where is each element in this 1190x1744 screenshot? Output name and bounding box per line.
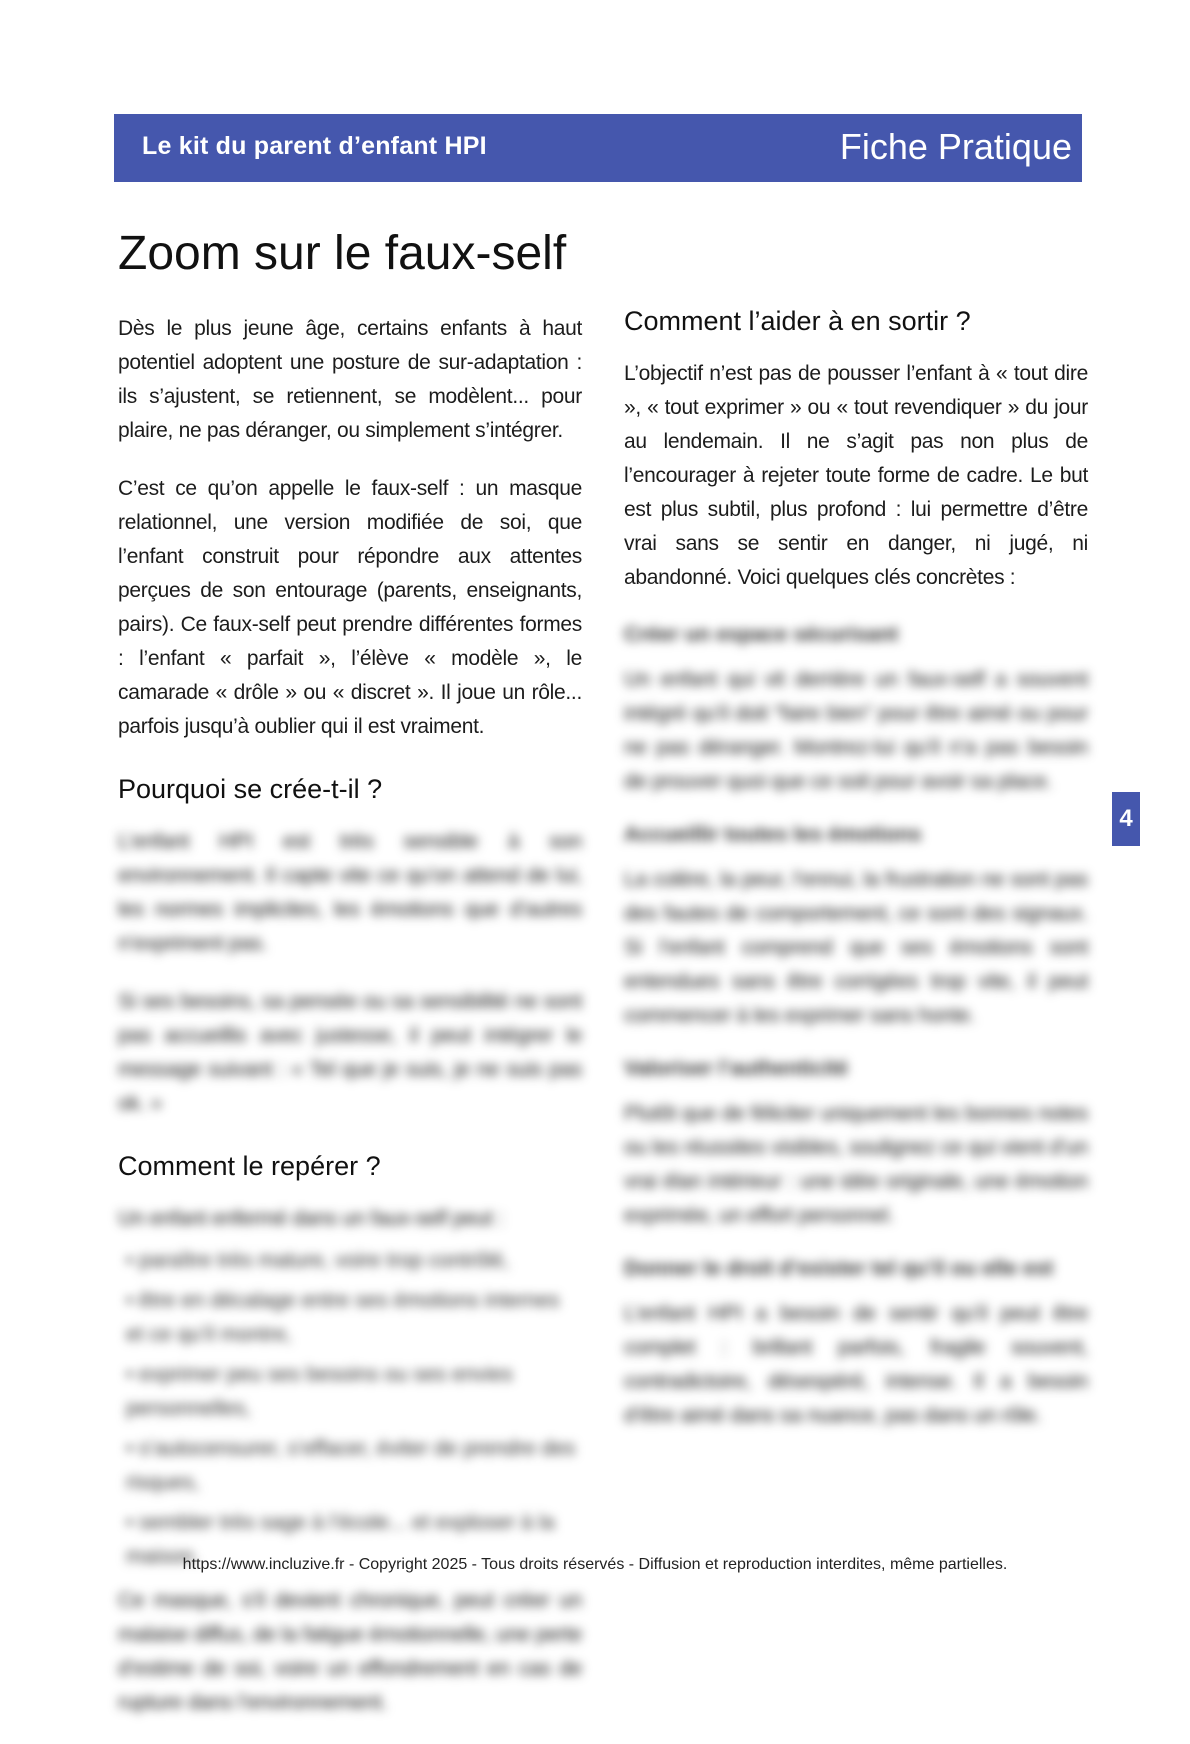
spot-intro: Un enfant enfermé dans un faux-self peut :	[118, 1207, 504, 1230]
help-heading: Comment l’aider à en sortir ?	[624, 306, 971, 336]
page-header	[114, 114, 1082, 182]
help-keys-blurred	[624, 623, 1088, 1433]
header-kit-title: Le kit du parent d’enfant HPI	[142, 132, 487, 160]
key-3-text: Plutôt que de féliciter uniquement les bonnes notes ou les réussites visibles, soulignez ce qui vient d’un vrai élan intérieur : une idée originale, une émotion exprimée, un effort personnel.	[624, 1102, 1088, 1227]
spot-conclusion: Ce masque, s’il devient chronique, peut créer un malaise diffus, de la fatigue émotionnelle, une perte d’estime de soi, voire un effondrement en cas de rupture dans l’environnement.	[118, 1589, 582, 1714]
why-paragraph-1: L’enfant HPI est très sensible à son environnement. Il capte vite ce qu’on attend de lui, les normes implicites, les émotions que d’autres n’expriment pas.	[118, 830, 582, 955]
key-4-text: L’enfant HPI a besoin de sentir qu’il peut être complet : brillant parfois, fragile souvent, contradictoire, désespéré, intense. Il a besoin d’être aimé dans sa nuance, pas dans un rôle.	[624, 1302, 1088, 1427]
list-item: • sembler très sage à l’école... et exploser à la maison.	[126, 1511, 555, 1568]
page-number-tab: 4	[1112, 792, 1140, 846]
left-column	[118, 312, 582, 1744]
list-item: • s’autocensurer, s’effacer, éviter de prendre des risques,	[126, 1437, 576, 1494]
spot-section-blurred	[118, 1202, 582, 1720]
key-2-title: Accueillir toutes les émotions	[624, 823, 922, 846]
right-column	[624, 306, 1088, 1457]
key-2-text: La colère, la peur, l’ennui, la frustration ne sont pas des fautes de comportement, ce sont des signaux. Si l’enfant comprend que ses émotions sont entendues sans être corrigées trop vite, il peut commencer à les exprimer sans honte.	[624, 868, 1088, 1027]
help-paragraph: L’objectif n’est pas de pousser l’enfant à « tout dire », « tout exprimer » ou « tout revendiquer » du jour au lendemain. Il ne s’agit pas non plus de l’encourager à rejeter toute forme de cadre. Le but est plus subtil, plus profond : lui permettre d’être vrai sans se sentir en danger, ni jugé, ni abandonné. Voici quelques clés concrètes :	[624, 362, 1088, 589]
list-item: • être en décalage entre ses émotions internes et ce qu’il montre,	[126, 1289, 560, 1346]
key-1-text: Un enfant qui vit derrière un faux-self a souvent intégré qu’il doit “faire bien” pour être aimé ou pour ne pas déranger. Montrez-lui qu’il n’a pas besoin de prouver quoi que ce soit pour avoir sa place.	[624, 668, 1088, 793]
spot-list	[118, 1244, 582, 1574]
key-1-title: Créer un espace sécurisant	[624, 623, 899, 646]
header-sheet-type: Fiche Pratique	[839, 126, 1072, 167]
page-title: Zoom sur le faux-self	[118, 227, 567, 280]
key-4-title: Donner le droit d’exister tel qu’il ou elle est	[624, 1257, 1054, 1280]
list-item: • exprimer peu ses besoins ou ses envies personnelles,	[126, 1363, 513, 1420]
why-heading: Pourquoi se crée-t-il ?	[118, 774, 383, 804]
why-paragraph-2: Si ses besoins, sa pensée ou sa sensibilité ne sont pas accueillis avec justesse, il peut intégrer le message suivant : « Tel que je suis, je ne suis pas ok. »	[118, 990, 582, 1115]
definition-paragraph: C’est ce qu’on appelle le faux-self : un masque relationnel, une version modifiée de soi, que l’enfant construit pour répondre aux attentes perçues de son entourage (parents, enseignants, pairs). Ce faux-self peut prendre différentes formes : l’enfant « parfait », l’élève « modèle », le camarade « drôle » ou « discret ». Il joue un rôle... parfois jusqu’à oublier qui il est vraiment.	[118, 477, 582, 738]
key-3-title: Valoriser l’authenticité	[624, 1057, 849, 1080]
intro-paragraph: Dès le plus jeune âge, certains enfants à haut potentiel adoptent une posture de sur-adaptation : ils s’ajustent, se retiennent, se modèlent... pour plaire, ne pas déranger, ou simplement s’intégrer.	[118, 317, 582, 442]
why-section-blurred	[118, 825, 582, 1121]
copyright-footer: https://www.incluzive.fr - Copyright 2025 - Tous droits réservés - Diffusion et reproduction interdites, même partielles.	[182, 1556, 1008, 1573]
spot-heading: Comment le repérer ?	[118, 1151, 381, 1181]
list-item: • paraître très mature, voire trop contrôlé,	[126, 1249, 510, 1272]
